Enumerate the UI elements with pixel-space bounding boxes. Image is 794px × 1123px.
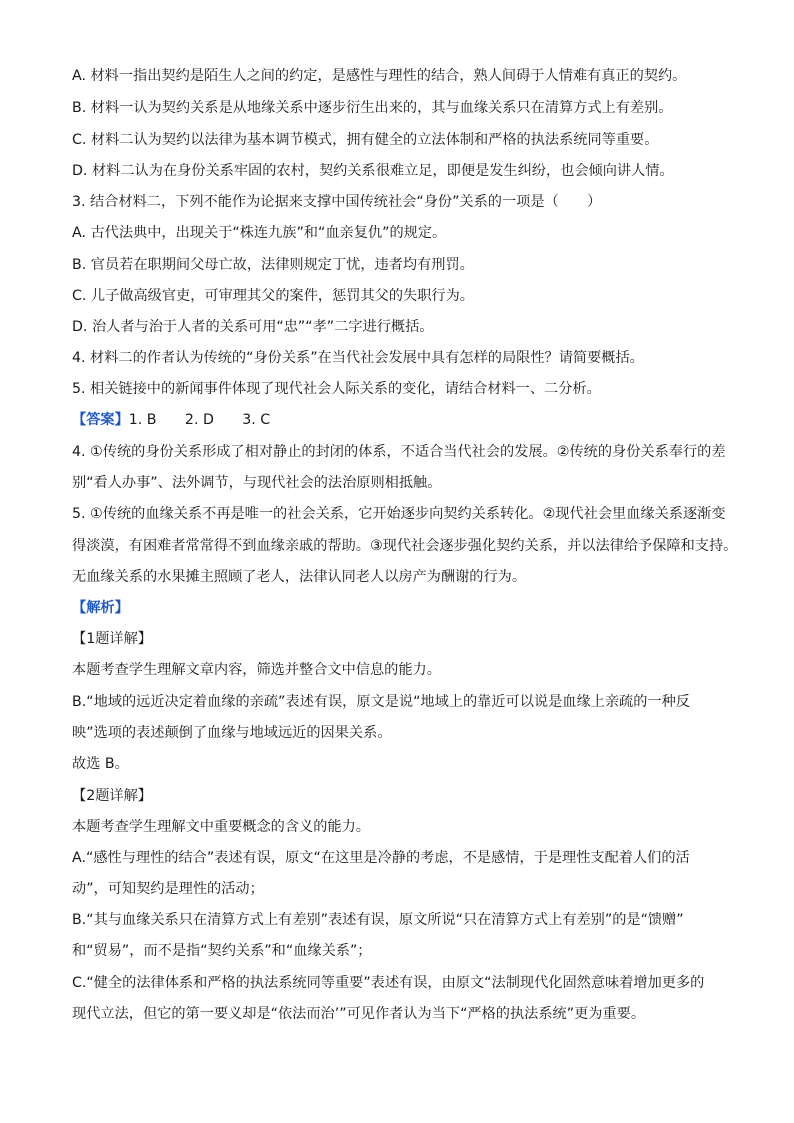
answer-4-line-2: 别“看人办事”、法外调节，与现代社会的法治原则相抵触。 [72, 475, 442, 491]
q3-option-d: D. 治人者与治于人者的关系可用“忠”“孝”二字进行概括。 [72, 319, 434, 335]
q2-detail-line-2: A.“感性与理性的结合”表述有误，原文“在这里是冷静的考虑，不是感情，于是理性支配着人们的活 [72, 850, 690, 866]
answer-5-line-3: 无血缘关系的水果摊主照顾了老人，法律认同老人以房产为酬谢的行为。 [72, 569, 527, 585]
answer-5-line-2: 得淡漠，有困难者常常得不到血缘亲戚的帮助。③现代社会逐步强化契约关系，并以法律给予保障和支持。 [72, 538, 738, 554]
q2-detail-title: 【2题详解】 [72, 788, 152, 804]
answer-choices: 1. B 2. D 3. C [128, 412, 271, 428]
q3-option-a: A. 古代法典中，出现关于“株连九族”和“血亲复仇”的规定。 [72, 225, 447, 241]
q1-detail-line-1: 本题考查学生理解文章内容，筛选并整合文中信息的能力。 [72, 662, 441, 678]
answer-5-line-1: 5. ①传统的血缘关系不再是唯一的社会关系，它开始逐步向契约关系转化。②现代社会里血缘关系逐渐变 [72, 506, 726, 522]
q2-option-d: D. 材料二认为在身份关系牢固的农村，契约关系很难立足，即便是发生纠纷，也会倾向讲人情。 [72, 163, 674, 179]
answer-4-line-1: 4. ①传统的身份关系形成了相对静止的封闭的体系，不适合当代社会的发展。②传统的身份关系奉行的差 [72, 444, 726, 460]
answer-tag: 【答案】 [72, 412, 129, 428]
q2-detail-line-5: 和“贸易”，而不是指“契约关系”和“血缘关系”； [72, 943, 372, 959]
q3-stem: 3. 结合材料二，下列不能作为论据来支撑中国传统社会“身份”关系的一项是（ ） [72, 194, 602, 210]
q5-stem: 5. 相关链接中的新闻事件体现了现代社会人际关系的变化，请结合材料一、二分析。 [72, 381, 601, 397]
q1-detail-line-3: 映”选项的表述颠倒了血缘与地域远近的因果关系。 [72, 725, 392, 741]
analysis-tag: 【解析】 [72, 600, 129, 616]
answer-row [72, 410, 270, 430]
q4-stem: 4. 材料二的作者认为传统的“身份关系”在当代社会发展中具有怎样的局限性？请简要概括。 [72, 350, 644, 366]
q2-detail-line-4: B.“其与血缘关系只在清算方式上有差别”表述有误，原文所说“只在清算方式上有差别”的是“馈赠” [72, 912, 684, 928]
q2-option-c: C. 材料二认为契约以法律为基本调节模式，拥有健全的立法体制和严格的执法系统同等重要。 [72, 132, 659, 148]
q2-detail-line-7: 现代立法，但它的第一要义却是“依法而治’”可见作者认为当下“严格的执法系统”更为重要。 [72, 1006, 646, 1022]
q2-detail-line-6: C.“健全的法律体系和严格的执法系统同等重要”表述有误，由原文“法制现代化固然意味着增加更多的 [72, 975, 705, 991]
q2-option-b: B. 材料一认为契约关系是从地缘关系中逐步衍生出来的，其与血缘关系只在清算方式上有差别。 [72, 100, 673, 116]
q1-detail-line-2: B.“地域的远近决定着血缘的亲疏”表述有误，原文是说“地域上的靠近可以说是血缘上亲疏的一种反 [72, 694, 690, 710]
q2-option-a: A. 材料一指出契约是陌生人之间的约定，是感性与理性的结合，熟人间碍于人情难有真正的契约。 [72, 68, 687, 84]
q3-option-c: C. 儿子做高级官吏，可审理其父的案件，惩罚其父的失职行为。 [72, 288, 474, 304]
q3-option-b: B. 官员若在职期间父母亡故，法律则规定丁忧，违者均有刑罚。 [72, 257, 474, 273]
q1-detail-title: 【1题详解】 [72, 631, 152, 647]
q2-detail-line-3: 动”，可知契约是理性的活动； [72, 881, 264, 897]
q1-detail-line-4: 故选 B。 [72, 756, 129, 772]
q2-detail-line-1: 本题考查学生理解文中重要概念的含义的能力。 [72, 819, 370, 835]
